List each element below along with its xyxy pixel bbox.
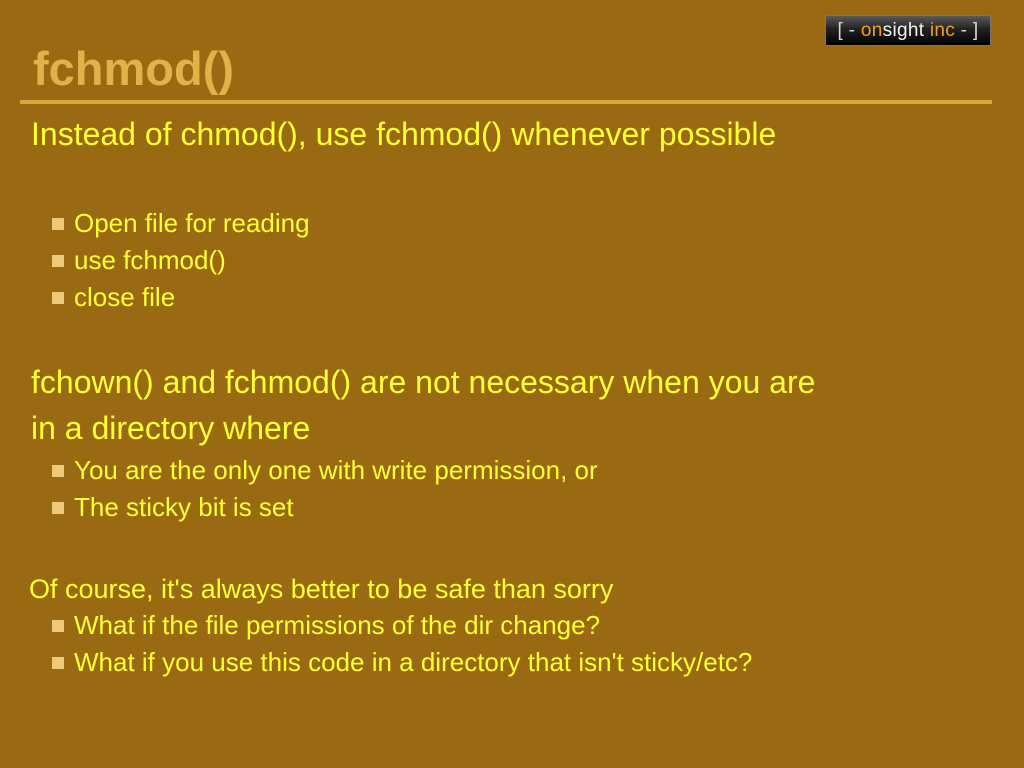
point-3-text: Of course, it's always better to be safe than sorry [29,574,614,604]
logo-open-bracket: [ - [837,19,856,41]
list-item [52,644,752,681]
bullet-text: close file [74,282,176,312]
logo-close-bracket: - ] [960,19,979,41]
title-divider [20,100,992,104]
list-item [52,489,598,526]
bullet-text: use fchmod() [74,245,226,275]
bullet-square-icon [52,657,64,669]
bullet-square-icon [52,465,64,477]
bullet-text: You are the only one with write permission, or [74,455,598,485]
list-item [52,279,310,316]
bullet-text: Open file for reading [74,208,310,238]
bullet-square-icon [52,292,64,304]
bullet-text: What if you use this code in a directory that isn't sticky/etc? [74,647,753,677]
list-item [52,452,598,489]
bullet-square-icon [52,255,64,267]
list-item [52,242,310,279]
point-3-bullets [52,607,752,681]
bullet-square-icon [52,502,64,514]
logo-sight: sight [882,19,925,41]
logo-on: on [860,19,883,41]
list-item [52,607,752,644]
point-2-bullets [52,452,598,526]
point-2-line-2: in a directory where [31,410,311,446]
point-2-line-1: fchown() and fchmod() are not necessary when you are [31,364,816,400]
list-item [52,205,310,242]
point-1-text: Instead of chmod(), use fchmod() whenever possible [31,116,777,152]
onsight-logo [825,15,991,46]
bullet-text: The sticky bit is set [74,492,294,522]
bullet-square-icon [52,620,64,632]
logo-inc: inc [929,19,956,41]
slide-title: fchmod() [33,42,235,95]
bullet-square-icon [52,218,64,230]
point-1-bullets [52,205,310,316]
bullet-text: What if the file permissions of the dir change? [74,610,601,640]
